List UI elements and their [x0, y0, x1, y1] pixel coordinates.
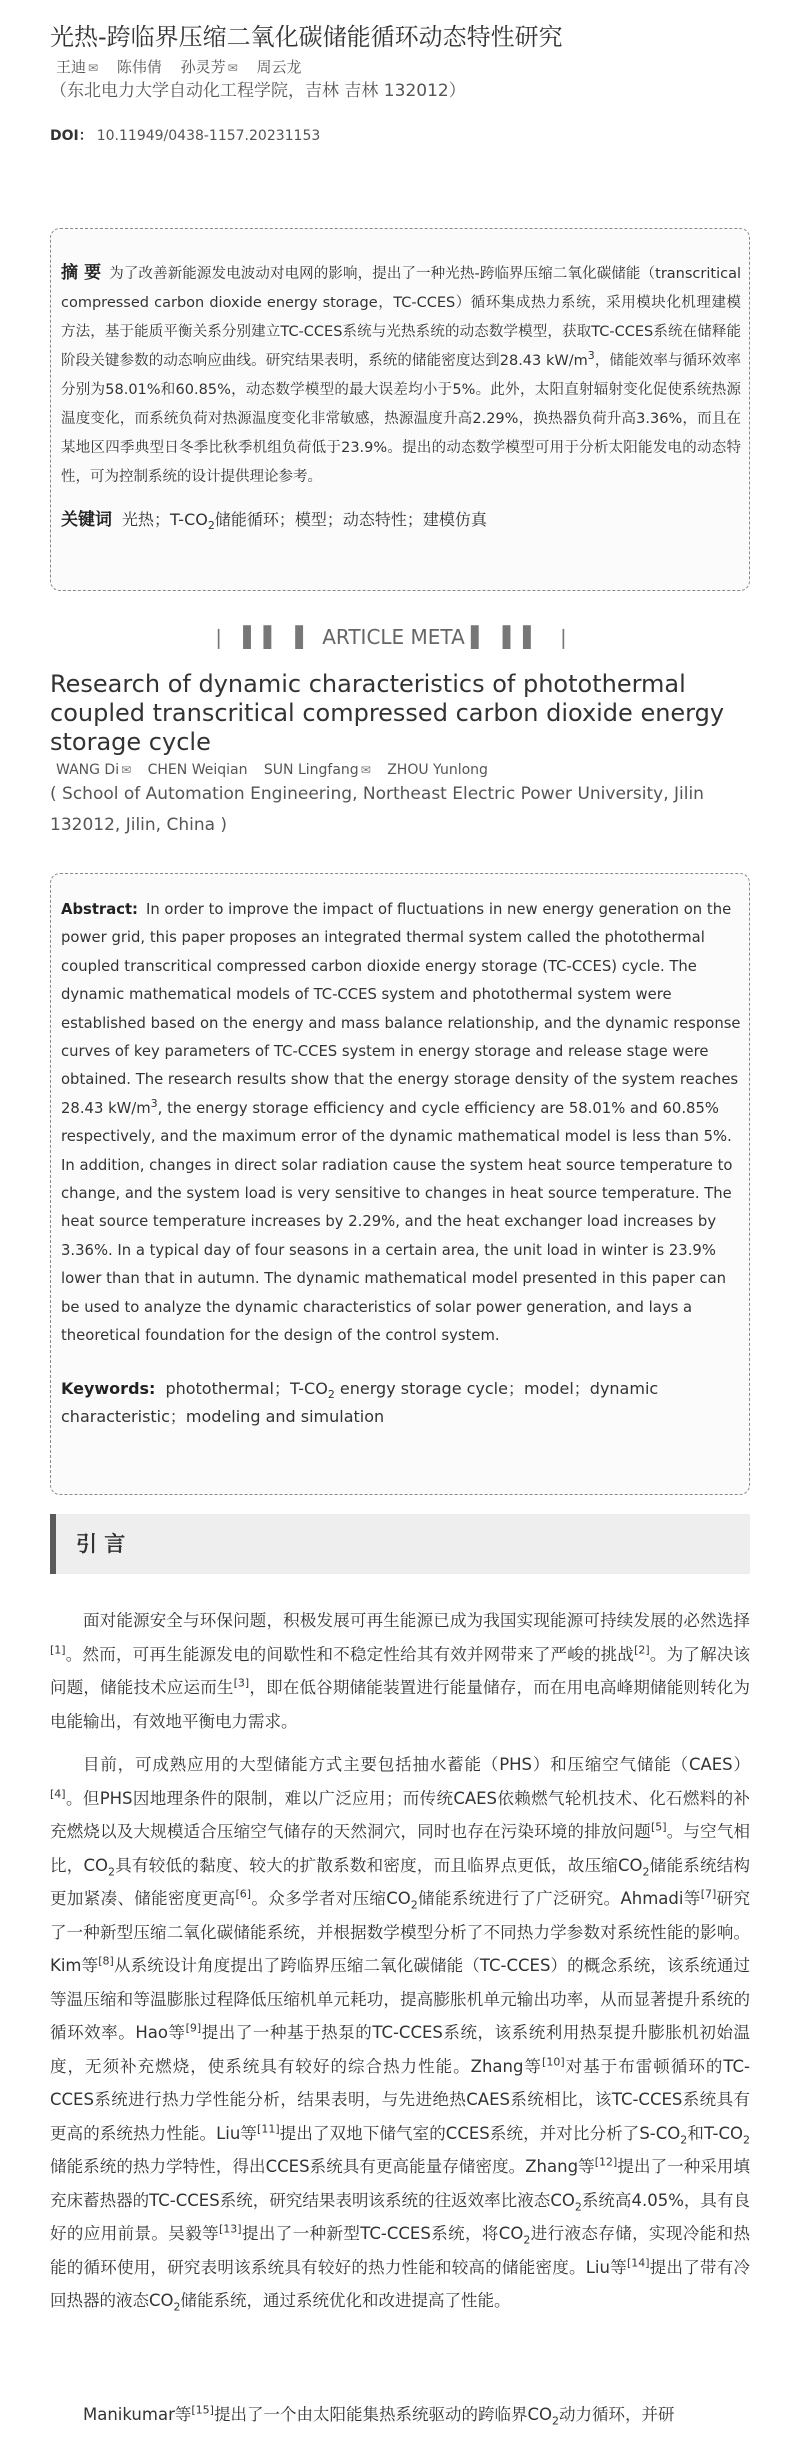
- keywords-label-cn: 关键词: [61, 510, 112, 530]
- citation-link[interactable]: [11]: [257, 2122, 280, 2135]
- doi-link[interactable]: 10.11949/0438-1157.20231153: [96, 128, 321, 144]
- paragraph-text: 对基于布雷顿循环的TC-CCES系统进行热力学性能分析，结果表明，与先进绝热CAES系统相比，该TC-CCES系统具有更高的系统热力性能。Liu等: [50, 2056, 750, 2143]
- citation-link[interactable]: [5]: [650, 1820, 667, 1834]
- affiliation-en: ( School of Automation Engineering, Northeast Electric Power University, Jilin 132012, Jilin, China ): [50, 784, 704, 835]
- subscript: 2: [523, 2233, 531, 2247]
- author-name[interactable]: 周云龙: [256, 58, 302, 76]
- superscript: 3: [150, 1096, 158, 1110]
- body-paragraph: [50, 1748, 750, 2318]
- abstract-box-en: [50, 873, 750, 1495]
- subscript: 2: [207, 519, 215, 533]
- keywords-text-en: photothermal；T-CO: [165, 1378, 328, 1398]
- superscript: 3: [587, 349, 595, 363]
- paragraph-text: Manikumar等: [83, 2405, 192, 2424]
- citation-link[interactable]: [15]: [191, 2403, 214, 2417]
- author-list-en: [56, 759, 488, 781]
- citation-link[interactable]: [2]: [634, 1643, 650, 1656]
- subscript: 2: [743, 2132, 751, 2146]
- abstract-label-cn: 摘 要: [61, 263, 102, 283]
- abstract-text-cn-rest: ，储能效率与循环效率分别为58.01%和60.85%，动态数学模型的最大误差均小于5%。此外，太阳直射辐射变化促使系统热源温度变化，而系统负荷对热源温度变化非常敏感，热源温度升高2.29%，换热器负荷升高3.36%，而且在某地区四季典型日冬季比秋季机组负荷低于23.9%。提出的动态数学模型可用于分析太阳能发电的动态特性，可为控制系统的设计提供理论参考。: [61, 353, 741, 485]
- keywords-text-cn: 光热；T-CO: [122, 510, 208, 529]
- paragraph-text: 和T-CO: [687, 2123, 744, 2143]
- paragraph-text: 储能系统进行了广泛研究。Ahmadi等: [417, 1889, 701, 1908]
- abstract-cn: [61, 259, 741, 492]
- body-paragraph: [50, 1604, 750, 1738]
- citation-link[interactable]: [8]: [98, 1954, 114, 1968]
- paragraph-text: 动力循环，并研: [558, 2405, 675, 2424]
- subscript: 2: [410, 1898, 418, 1912]
- citation-link[interactable]: [7]: [700, 1887, 717, 1901]
- paragraph-text: 储能系统，通过系统优化和改进提高了性能。: [180, 2291, 511, 2310]
- doi-line: [50, 126, 320, 146]
- author-name[interactable]: 陈伟倩: [116, 58, 162, 76]
- paragraph-text: 具有较低的黏度、较大的扩散系数和密度，而且临界点更低，故压缩CO: [115, 1855, 643, 1875]
- bars-left-icon: ❘ ▌▌ ▌: [210, 625, 316, 649]
- paragraph-text: 进行液态存储，实现冷能和热能的循环使用，研究表明该系统具有较好的热力性能和较高的储能密度。Liu等: [50, 2224, 751, 2277]
- author-name[interactable]: CHEN Weiqian: [147, 762, 248, 778]
- abstract-text-cn: 为了改善新能源发电波动对电网的影响，提出了一种光热-跨临界压缩二氧化碳储能（transcritical compressed carbon dioxide energy storage，TC-CCES）循环集成热力系统，采用模块化机理建模方法，基于能质平衡关系分别建立TC-CCES系统与光热系统的动态数学模型，获取TC-CCES系统在储释能阶段关键参数的动态响应曲线。研究结果表明，系统的储能密度达到28.43 kW/m: [61, 266, 741, 369]
- mail-icon[interactable]: ✉: [88, 61, 99, 75]
- paragraph-text: 。但PHS因地理条件的限制，难以广泛应用；而传统CAES依赖燃气轮机技术、化石燃料的补充燃烧以及大规模适合压缩空气储存的天然洞穴，同时也存在污染环境的排放问题: [50, 1788, 750, 1841]
- citation-link[interactable]: [4]: [50, 1787, 66, 1800]
- body-paragraph: [50, 2398, 750, 2432]
- author-name[interactable]: 孙灵芳: [180, 58, 226, 76]
- paragraph-text: 。为了解决该问题，储能技术应运而生: [50, 1644, 751, 1697]
- article-meta-label: ARTICLE META: [322, 625, 465, 649]
- subscript: 2: [173, 2300, 181, 2314]
- author-name[interactable]: SUN Lingfang: [263, 762, 359, 778]
- paragraph-text: 。众多学者对压缩CO: [251, 1889, 411, 1908]
- paragraph-text: 。然而，可再生能源发电的间歇性和不稳定性给其有效并网带来了严峻的挑战: [65, 1644, 635, 1664]
- subscript: 2: [574, 2199, 582, 2213]
- section-heading-introduction: 引 言: [50, 1514, 750, 1574]
- keywords-text-cn-rest: 储能循环；模型；动态特性；建模仿真: [214, 510, 487, 529]
- paragraph-text: 提出了一种新型TC-CCES系统，将CO: [241, 2224, 524, 2243]
- paper-title-en: Research of dynamic characteristics of photothermal coupled transcritical compressed carbon dioxide energy storage cycle: [50, 670, 725, 756]
- affiliation-cn: （东北电力大学自动化工程学院，吉林 吉林 132012）: [50, 81, 466, 101]
- paragraph-text: 储能系统结构更加紧凑、储能密度更高: [50, 1855, 751, 1908]
- paragraph-text: 提出了一个由太阳能集热系统驱动的跨临界CO: [213, 2405, 552, 2424]
- paragraph-text: 提出了双地下储气室的CCES系统，并对比分析了S-CO: [279, 2123, 681, 2143]
- subscript: 2: [551, 2414, 559, 2428]
- paper-title-cn: 光热-跨临界压缩二氧化碳储能循环动态特性研究: [50, 23, 563, 51]
- author-name[interactable]: 王迪: [56, 58, 87, 76]
- keywords-en: [61, 1375, 741, 1431]
- paragraph-text: 研究了一种新型压缩二氧化碳储能系统，并根据数学模型分析了不同热力学参数对系统性能的影响。Kim等: [50, 1889, 750, 1975]
- author-list-cn: [56, 56, 302, 79]
- paragraph-text: 。与空气相比，CO: [50, 1822, 751, 1875]
- mail-icon[interactable]: ✉: [121, 763, 132, 777]
- paragraph-text: 提出了带有冷回热器的液态CO: [50, 2257, 751, 2310]
- bars-right-icon: ▌ ▌▌ ❘: [471, 625, 577, 649]
- subscript: 2: [680, 2132, 688, 2146]
- keywords-label-en: Keywords:: [61, 1378, 156, 1398]
- paragraph-text: 储能系统的热力学特性，得出CCES系统具有更高能量存储密度。Zhang等: [50, 2157, 595, 2176]
- subscript: 2: [327, 1387, 335, 1401]
- abstract-text-en-rest: , the energy storage efficiency and cycle efficiency are 58.01% and 60.85% respectively, and the maximum error of the dynamic mathematical model is less than 5%. In addition, changes in direct solar radiation cause the system heat source temperature to change, and the system load is very sensitive to changes in heat source temperature. The heat source temperature increases by 2.29%, and the heat exchanger load increases by 3.36%. In a typical day of four seasons in a certain area, the unit load in winter is 23.9% lower than that in autumn. The dynamic mathematical model presented in this paper can be used to analyze the dynamic characteristics of solar power generation, and lays a theoretical foundation for the design of the control system.: [61, 1099, 733, 1345]
- citation-link[interactable]: [9]: [185, 2021, 202, 2035]
- mail-icon[interactable]: ✉: [360, 763, 371, 777]
- paragraph-text: 目前，可成熟应用的大型储能方式主要包括抽水蓄能（PHS）和压缩空气储能（CAES）: [83, 1755, 750, 1774]
- paragraph-text: 从系统设计角度提出了跨临界压缩二氧化碳储能（TC-CCES）的概念系统，该系统通过等温压缩和等温膨胀过程降低压缩机单元耗功，提高膨胀机单元输出功率，从而显著提升系统的循环效率。Hao等: [50, 1956, 750, 2042]
- citation-link[interactable]: [13]: [219, 2222, 242, 2236]
- paragraph-text: 系统高4.05%，具有良好的应用前景。吴毅等: [50, 2190, 750, 2243]
- subscript: 2: [642, 1864, 650, 1878]
- mail-icon[interactable]: ✉: [227, 61, 238, 75]
- abstract-label-en: Abstract:: [61, 901, 138, 918]
- keywords-text-en-rest: energy storage cycle；model；dynamic characteristic；modeling and simulation: [61, 1378, 659, 1426]
- author-name[interactable]: WANG Di: [56, 762, 120, 778]
- citation-link[interactable]: [3]: [233, 1676, 250, 1690]
- doi-label: DOI：: [50, 128, 93, 144]
- citation-link[interactable]: [10]: [542, 2055, 565, 2068]
- citation-link[interactable]: [6]: [235, 1887, 252, 1901]
- paragraph-text: 提出了一种基于热泵的TC-CCES系统，该系统利用热泵提升膨胀机初始温度，无须补充燃烧，使系统具有较好的综合热力性能。Zhang等: [50, 2023, 750, 2076]
- citation-link[interactable]: [12]: [594, 2155, 618, 2169]
- citation-link[interactable]: [14]: [626, 2256, 650, 2269]
- abstract-en: [61, 896, 741, 1351]
- article-meta-divider: [0, 622, 787, 652]
- paragraph-text: 提出了一种采用填充床蓄热器的TC-CCES系统，研究结果表明该系统的往返效率比液态CO: [50, 2157, 750, 2210]
- author-name[interactable]: ZHOU Yunlong: [387, 762, 488, 778]
- paragraph-text: ，即在低谷期储能装置进行能量储存，而在用电高峰期储能则转化为电能输出，有效地平衡电力需求。: [50, 1678, 751, 1731]
- subscript: 2: [108, 1864, 116, 1878]
- abstract-box-cn: [50, 228, 750, 591]
- citation-link[interactable]: [1]: [50, 1643, 66, 1656]
- paragraph-text: 面对能源安全与环保问题，积极发展可再生能源已成为我国实现能源可持续发展的必然选择: [83, 1611, 750, 1630]
- keywords-cn: [61, 506, 741, 534]
- abstract-text-en: In order to improve the impact of fluctuations in new energy generation on the power grid, this paper proposes an integrated thermal system called the photothermal coupled transcritical compressed carbon dioxide energy storage (TC-CCES) cycle. The dynamic mathematical models of TC-CCES system and photothermal system were established based on the energy and mass balance relationship, and the dynamic response curves of key parameters of TC-CCES system in energy storage and release stage were obtained. The research results show that the energy storage density of the system reaches 28.43 kW/m: [61, 901, 741, 1117]
